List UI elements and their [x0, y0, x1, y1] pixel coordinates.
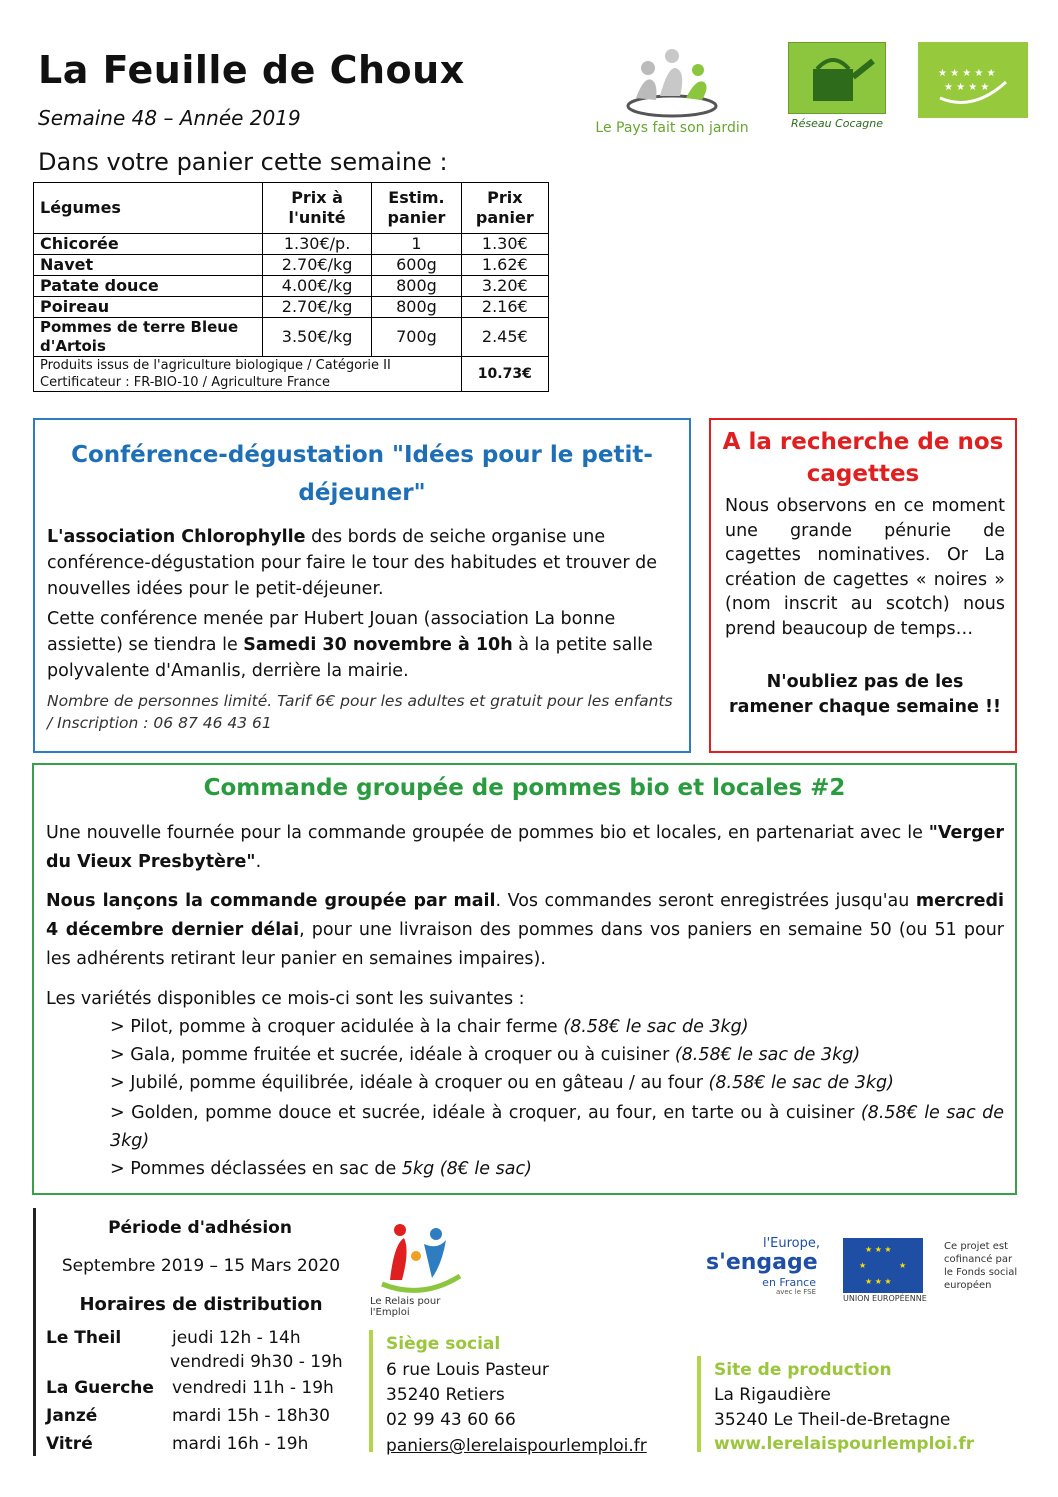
svg-text:★: ★	[899, 1261, 907, 1270]
commande-paragraph-1: Une nouvelle fournée pour la commande groupée de pommes bio et locales, en partenariat avec le "Verger du Vieux Presbytère".	[46, 823, 1004, 872]
unit-price: 3.50€/kg	[262, 318, 371, 357]
conference-info: Nombre de personnes limité. Tarif 6€ pour les adultes et gratuit pour les enfants / Inscription : 06 87 46 43 61	[47, 692, 673, 732]
verger-name: "Verger du Vieux Presbytère"	[46, 823, 1004, 872]
siege-city: 35240 Retiers	[386, 1385, 505, 1405]
table-row	[34, 297, 549, 318]
basket-price: 1.62€	[461, 255, 548, 276]
basket-price: 2.45€	[461, 318, 548, 357]
estimate: 700g	[372, 318, 461, 357]
commande-deadline: mercredi 4 décembre dernier délai	[46, 891, 1005, 940]
schedule-time: mardi 16h - 19h	[172, 1434, 309, 1454]
commande-paragraph-3: Les variétés disponibles ce mois-ci sont les suivantes :	[46, 989, 525, 1009]
reseau-cocagne-caption: Réseau Cocagne	[790, 117, 884, 130]
cagettes-text: Nous observons en ce moment une grande pénurie de cagettes nominatives. Or La création de cagettes « noires » (nom inscrit au scotch) nous prend beaucoup de temps…	[725, 496, 1005, 639]
site-name: La Rigaudière	[714, 1385, 831, 1405]
price-table	[33, 182, 549, 392]
schedule-place: Janzé	[46, 1406, 98, 1426]
conference-title: Conférence-dégustation "Idées pour le petit-déjeuner"	[71, 442, 653, 506]
adhesion-title: Période d'adhésion	[108, 1218, 292, 1238]
unit-price: 1.30€/p.	[262, 234, 371, 255]
svg-text:★ ★ ★: ★ ★ ★	[865, 1277, 892, 1286]
adhesion-dates: Septembre 2019 – 15 Mars 2020	[61, 1256, 341, 1276]
reseau-cocagne-logo	[788, 42, 886, 130]
table-header-row	[34, 183, 549, 234]
variety-item: > Jubilé, pomme équilibrée, idéale à croquer ou en gâteau / au four (8.58€ le sac de 3kg)	[110, 1073, 894, 1093]
cagettes-reminder: N'oubliez pas de les ramener chaque semaine !!	[729, 672, 1001, 717]
pays-jardin-caption: Le Pays fait son jardin	[595, 120, 749, 136]
veg-name: Poireau	[34, 297, 263, 318]
estimate: 1	[372, 234, 461, 255]
schedule-time: jeudi 12h - 14h	[172, 1328, 301, 1348]
siege-email-link[interactable]: paniers@lerelaispourlemploi.fr	[386, 1436, 647, 1456]
total-price: 10.73€	[461, 357, 548, 392]
veg-name: Chicorée	[34, 234, 263, 255]
variety-item: > Pommes déclassées en sac de 5kg (8€ le sac)	[110, 1159, 532, 1179]
footer-divider	[33, 1208, 36, 1456]
pays-jardin-logo	[595, 40, 749, 140]
schedule-time: vendredi 9h30 - 19h	[170, 1352, 343, 1372]
fse-note: Ce projet est cofinancé par le Fonds social européen	[944, 1241, 1018, 1291]
estimate: 600g	[372, 255, 461, 276]
certification-line-2: Certificateur : FR-BIO-10 / Agriculture France	[40, 375, 331, 390]
relais-caption: Le Relais pour l'Emploi	[370, 1296, 441, 1318]
svg-text:★ ★ ★: ★ ★ ★	[865, 1245, 892, 1254]
svg-text:★: ★	[859, 1261, 867, 1270]
header-legumes: Légumes	[34, 183, 263, 234]
header-estimate: Estim. panier	[372, 183, 461, 234]
estimate: 800g	[372, 276, 461, 297]
table-row	[34, 318, 549, 357]
svg-text:★ ★ ★ ★ ★: ★ ★ ★ ★ ★	[938, 68, 996, 79]
eu-organic-logo	[918, 42, 1028, 118]
siege-phone: 02 99 43 60 66	[386, 1410, 516, 1430]
table-footer-row	[34, 357, 549, 392]
conference-box	[33, 418, 691, 753]
siege-title: Siège social	[386, 1334, 501, 1354]
commande-box	[32, 763, 1017, 1195]
veg-name: Navet	[34, 255, 263, 276]
siege-divider	[369, 1330, 373, 1452]
commande-title: Commande groupée de pommes bio et locales #2	[203, 775, 846, 801]
eu-flag-icon	[843, 1238, 923, 1293]
unit-price: 2.70€/kg	[262, 297, 371, 318]
estimate: 800g	[372, 297, 461, 318]
cagettes-title: A la recherche de nos cagettes	[722, 429, 1004, 487]
svg-text:★ ★ ★ ★: ★ ★ ★ ★	[944, 82, 990, 93]
site-title: Site de production	[714, 1360, 892, 1380]
conference-paragraph-2: Cette conférence menée par Hubert Jouan (association La bonne assiette) se tiendra le Samedi 30 novembre à 10h à la petite salle polyvalente d'Amanlis, derrière la mairie.	[47, 609, 653, 681]
conference-paragraph-1: L'association Chlorophylle des bords de seiche organise une conférence-dégustation pour faire le tour des habitudes et trouver de nouvelles idées pour le petit-déjeuner.	[47, 527, 658, 599]
variety-item: > Gala, pomme fruitée et sucrée, idéale à croquer ou à cuisiner (8.58€ le sac de 3kg)	[110, 1045, 861, 1065]
certification-line-1: Produits issus de l'agriculture biologique / Catégorie II	[40, 358, 391, 373]
horaires-title: Horaires de distribution	[79, 1294, 323, 1315]
schedule-time: vendredi 11h - 19h	[172, 1378, 334, 1398]
ue-caption: UNION EUROPÉENNE	[843, 1294, 927, 1303]
site-city: 35240 Le Theil-de-Bretagne	[714, 1410, 951, 1430]
europe-engage-logo: l'Europe, s'engage en France avec le FSE	[706, 1236, 820, 1296]
header-basket-price: Prix panier	[461, 183, 548, 234]
schedule-time: mardi 15h - 18h30	[172, 1406, 330, 1426]
cagettes-box	[709, 418, 1017, 753]
table-row	[34, 234, 549, 255]
table-row	[34, 255, 549, 276]
newsletter-title: La Feuille de Choux	[38, 48, 465, 92]
website-link[interactable]: www.lerelaispourlemploi.fr	[714, 1434, 975, 1454]
issue-subtitle: Semaine 48 – Année 2019	[38, 106, 301, 130]
table-row	[34, 276, 549, 297]
veg-name: Pommes de terre Bleue d'Artois	[34, 318, 263, 357]
unit-price: 4.00€/kg	[262, 276, 371, 297]
basket-price: 1.30€	[461, 234, 548, 255]
basket-price: 3.20€	[461, 276, 548, 297]
basket-price: 2.16€	[461, 297, 548, 318]
veg-name: Patate douce	[34, 276, 263, 297]
certification-note	[34, 357, 462, 392]
siege-address: 6 rue Louis Pasteur	[386, 1360, 549, 1380]
variety-item: > Pilot, pomme à croquer acidulée à la chair ferme (8.58€ le sac de 3kg)	[110, 1017, 749, 1037]
conference-date: Samedi 30 novembre à 10h	[243, 635, 513, 655]
schedule-place: Vitré	[46, 1434, 93, 1454]
unit-price: 2.70€/kg	[262, 255, 371, 276]
schedule-place: La Guerche	[46, 1378, 154, 1398]
commande-paragraph-2: Nous lançons la commande groupée par mail. Vos commandes seront enregistrées jusqu'au mercredi 4 décembre dernier délai, pour une livraison des pommes dans vos paniers en semaine 50 (ou 51 pour les adhérents retirant leur panier en semaines impaires).	[46, 891, 1005, 969]
schedule-place: Le Theil	[46, 1328, 122, 1348]
header-unit-price: Prix à l'unité	[262, 183, 371, 234]
variety-item: > Golden, pomme douce et sucrée, idéale à croquer, au four, en tarte ou à cuisiner (8.58€ le sac de 3kg)	[110, 1103, 1004, 1151]
conference-association: L'association Chlorophylle	[47, 527, 306, 547]
basket-heading: Dans votre panier cette semaine :	[38, 148, 448, 176]
relais-emploi-logo	[370, 1220, 466, 1320]
site-divider	[697, 1356, 701, 1452]
